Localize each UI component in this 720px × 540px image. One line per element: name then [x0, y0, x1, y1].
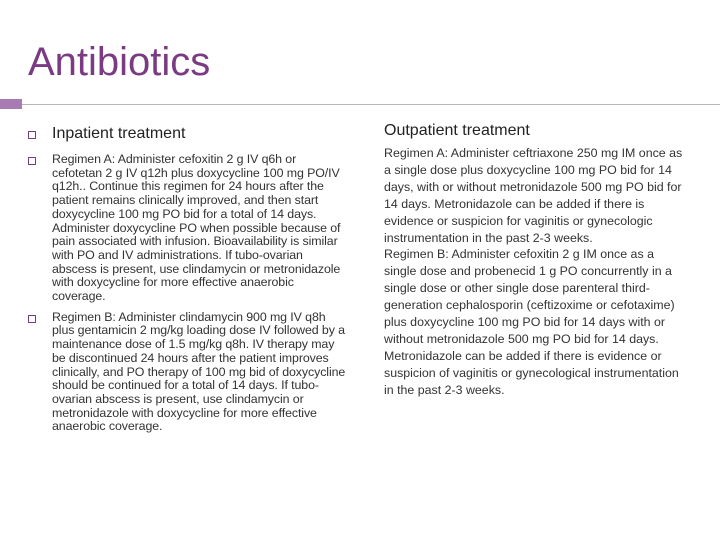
square-bullet-icon	[28, 131, 36, 139]
inpatient-regimen-a-item	[28, 153, 348, 304]
outpatient-regimen-a: Regimen A: Administer ceftriaxone 250 mg IM once as a single dose plus doxycycline 100 mg PO bid for 14 days, with or without metronidazole 500 mg PO bid for 14 days. Metronidazole can be added if there is evidence or suspicion for vaginitis or gynecologic instrumentation in the past 2-3 weeks.	[384, 146, 683, 245]
outpatient-column	[384, 122, 684, 399]
inpatient-heading: Inpatient treatment	[52, 125, 186, 142]
inpatient-regimen-b: Regimen B: Administer clindamycin 900 mg IV q8h plus gentamicin 2 mg/kg loading dose IV followed by a maintenance dose of 1.5 mg/kg q8h. IV therapy may be discontinued 24 hours after the patient improves clinically, and PO therapy of 100 mg bid of doxycycline should be continued for a total of 14 days. If tubo-ovarian abscess is present, use clindamycin or metronidazole with doxycycline for more effective anaerobic coverage.	[52, 309, 346, 434]
square-bullet-icon	[28, 315, 36, 323]
inpatient-heading-item	[28, 125, 348, 143]
title-divider	[22, 104, 720, 105]
outpatient-heading: Outpatient treatment	[384, 122, 530, 139]
square-bullet-icon	[28, 157, 36, 165]
inpatient-regimen-b-item	[28, 311, 348, 434]
inpatient-regimen-a: Regimen A: Administer cefoxitin 2 g IV q6h or cefotetan 2 g IV q12h plus doxycycline 100 mg PO/IV q12h.. Continue this regimen for 24 hours after the patient remains clinically improved, and then start doxycycline 100 mg PO bid for a total of 14 days. Administer doxycycline PO when possible because of pain associated with infusion. Bioavailability is similar with PO and IV administrations. If tubo-ovarian abscess is present, use clindamycin or metronidazole with doxycycline for more effective anaerobic coverage.	[52, 152, 341, 304]
slide-title: Antibiotics	[28, 40, 211, 84]
title-accent-bar	[0, 99, 22, 109]
inpatient-column	[28, 125, 348, 434]
outpatient-regimen-b: Regimen B: Administer cefoxitin 2 g IM once as a single dose and probenecid 1 g PO concurrently in a single dose or other single dose parenteral third-generation cephalosporin (ceftizoxime or cefotaxime) plus doxycycline 100 mg PO bid for 14 days with or without metronidazole 500 mg PO bid for 14 days. Metronidazole can be added if there is evidence or suspicion of vaginitis or gynecological instrumentation in the past 2-3 weeks.	[384, 247, 679, 397]
